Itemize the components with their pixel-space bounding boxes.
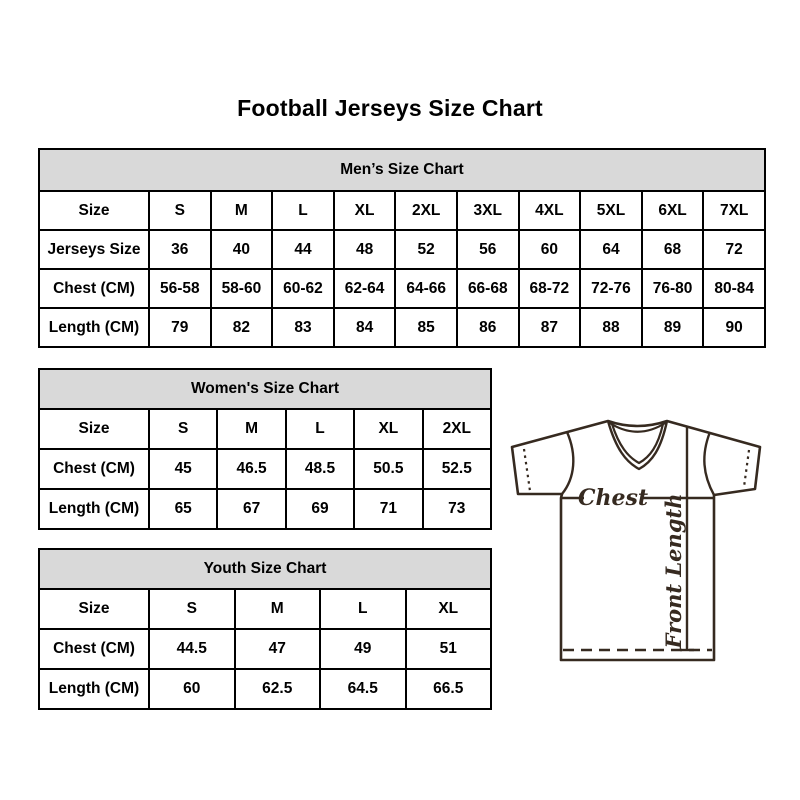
- table-row: [39, 269, 765, 308]
- table-header-row: [39, 369, 491, 409]
- table-cell: 68-72: [519, 269, 581, 308]
- table-cell: 71: [354, 489, 422, 529]
- table-cell: 48.5: [286, 449, 354, 489]
- table-cell: S: [149, 589, 235, 629]
- table-cell: 64-66: [395, 269, 457, 308]
- table-cell: 60-62: [272, 269, 334, 308]
- table-cell: 64.5: [320, 669, 406, 709]
- table-cell: 40: [211, 230, 273, 269]
- table-row: [39, 489, 491, 529]
- table-cell: 2XL: [395, 191, 457, 230]
- table-title: Men’s Size Chart: [39, 149, 765, 191]
- jersey-diagram: [505, 413, 777, 671]
- table-cell: 82: [211, 308, 273, 347]
- mens-size-table: [38, 148, 766, 348]
- table-cell: 44: [272, 230, 334, 269]
- table-cell: 80-84: [703, 269, 765, 308]
- table-cell: 3XL: [457, 191, 519, 230]
- table-cell: 89: [642, 308, 704, 347]
- table-cell: 64: [580, 230, 642, 269]
- table-row: [39, 230, 765, 269]
- table-cell: XL: [406, 589, 492, 629]
- womens-size-table: [38, 368, 492, 530]
- table-cell: 66.5: [406, 669, 492, 709]
- table-cell: 56: [457, 230, 519, 269]
- table-cell: 49: [320, 629, 406, 669]
- table-cell: 4XL: [519, 191, 581, 230]
- table-cell: 60: [519, 230, 581, 269]
- table-row: [39, 449, 491, 489]
- table-cell: 62.5: [235, 669, 321, 709]
- table-cell: 45: [149, 449, 217, 489]
- table-cell: 86: [457, 308, 519, 347]
- table-cell: 36: [149, 230, 211, 269]
- table-cell: M: [217, 409, 285, 449]
- table-cell: 72: [703, 230, 765, 269]
- table-title: Women's Size Chart: [39, 369, 491, 409]
- table-cell: 87: [519, 308, 581, 347]
- table-cell: L: [320, 589, 406, 629]
- table-cell: 84: [334, 308, 396, 347]
- table-cell: 73: [423, 489, 491, 529]
- table-cell: 79: [149, 308, 211, 347]
- table-cell: 60: [149, 669, 235, 709]
- row-label: Chest (CM): [39, 449, 149, 489]
- table-cell: S: [149, 409, 217, 449]
- jersey-outline: [512, 421, 760, 660]
- table-cell: L: [272, 191, 334, 230]
- table-cell: 65: [149, 489, 217, 529]
- table-cell: 85: [395, 308, 457, 347]
- page-title: Football Jerseys Size Chart: [237, 95, 543, 121]
- chest-label: Chest: [577, 485, 649, 511]
- row-label: Size: [39, 191, 149, 230]
- row-label: Chest (CM): [39, 269, 149, 308]
- table-row: [39, 308, 765, 347]
- row-label: Size: [39, 589, 149, 629]
- table-cell: 5XL: [580, 191, 642, 230]
- table-header-row: [39, 549, 491, 589]
- table-cell: 66-68: [457, 269, 519, 308]
- row-label: Length (CM): [39, 669, 149, 709]
- table-cell: 58-60: [211, 269, 273, 308]
- row-label: Jerseys Size: [39, 230, 149, 269]
- table-cell: 69: [286, 489, 354, 529]
- table-cell: 44.5: [149, 629, 235, 669]
- table-cell: S: [149, 191, 211, 230]
- front-length-label: Front Length: [661, 493, 686, 649]
- table-cell: 52: [395, 230, 457, 269]
- table-cell: L: [286, 409, 354, 449]
- row-label: Length (CM): [39, 308, 149, 347]
- row-label: Length (CM): [39, 489, 149, 529]
- table-cell: 50.5: [354, 449, 422, 489]
- table-cell: 88: [580, 308, 642, 347]
- table-cell: 7XL: [703, 191, 765, 230]
- table-row: [39, 409, 491, 449]
- table-cell: 2XL: [423, 409, 491, 449]
- table-cell: 90: [703, 308, 765, 347]
- youth-size-table: [38, 548, 492, 710]
- table-cell: M: [235, 589, 321, 629]
- table-title: Youth Size Chart: [39, 549, 491, 589]
- table-cell: 52.5: [423, 449, 491, 489]
- table-cell: 67: [217, 489, 285, 529]
- row-label: Chest (CM): [39, 629, 149, 669]
- table-cell: 48: [334, 230, 396, 269]
- table-cell: 47: [235, 629, 321, 669]
- table-cell: 76-80: [642, 269, 704, 308]
- table-cell: XL: [354, 409, 422, 449]
- table-cell: M: [211, 191, 273, 230]
- table-cell: 51: [406, 629, 492, 669]
- table-cell: 62-64: [334, 269, 396, 308]
- table-cell: 72-76: [580, 269, 642, 308]
- table-cell: 6XL: [642, 191, 704, 230]
- table-row: [39, 191, 765, 230]
- table-cell: XL: [334, 191, 396, 230]
- row-label: Size: [39, 409, 149, 449]
- table-cell: 83: [272, 308, 334, 347]
- table-row: [39, 629, 491, 669]
- table-cell: 56-58: [149, 269, 211, 308]
- table-header-row: [39, 149, 765, 191]
- table-cell: 68: [642, 230, 704, 269]
- table-cell: 46.5: [217, 449, 285, 489]
- table-row: [39, 589, 491, 629]
- table-row: [39, 669, 491, 709]
